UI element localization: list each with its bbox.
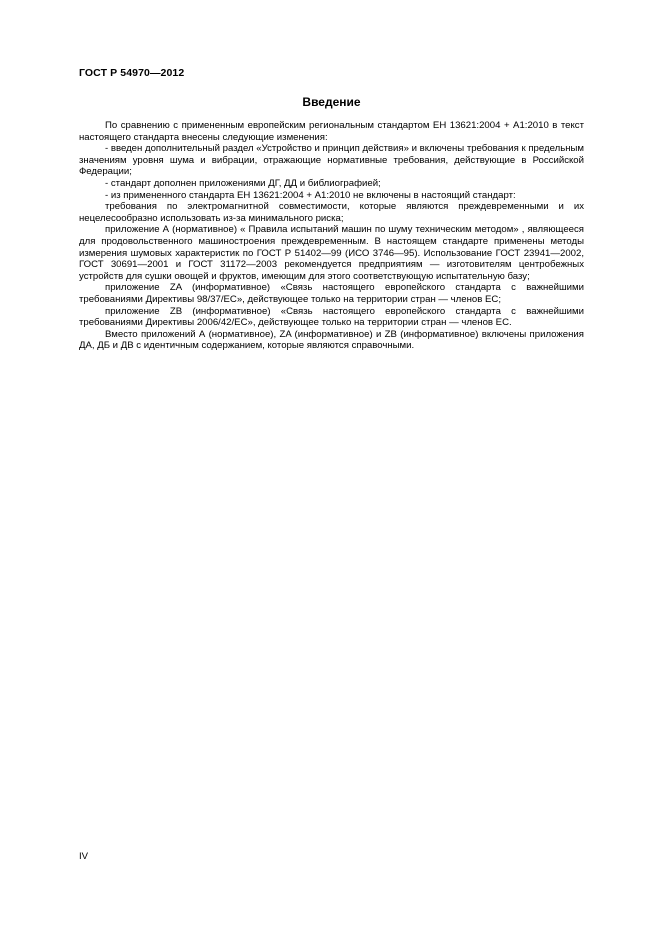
paragraph: приложение ZA (информативное) «Связь настоящего европейского стандарта с важнейшими требованиями Директивы 98/37/ЕС», действующее только на территории стран — членов ЕС;	[79, 282, 584, 305]
paragraph: - стандарт дополнен приложениями ДГ, ДД и библиографией;	[105, 177, 381, 189]
paragraph: Вместо приложений А (нормативное), ZA (информативное) и ZB (информативное) включены приложения ДА, ДБ и ДВ с идентичным содержанием, которые являются справочными.	[79, 328, 584, 352]
paragraph: требования по электромагнитной совместимости, которые являются преждевременными и их нецелесообразно использовать из-за минимального риска;	[79, 201, 584, 224]
paragraph: приложение А (нормативное) « Правила испытаний машин по шуму техническим методом» , являющееся для продовольственного машиностроения преждевременным. В настоящем стандарте применены методы измерения шумовых характеристик по ГОСТ Р 51402—99 (ИСО 3746—95). Использование ГОСТ 23941—2002, ГОСТ 30691—2001 и ГОСТ 31172—2003 рекомендуется предприятиям — изготовителям центробежных устройств для сушки овощей и фруктов, имеющим для этого соответствующую испытательную базу;	[79, 224, 584, 282]
paragraph: - из примененного стандарта ЕН 13621:2004 + А1:2010 не включены в настоящий стандарт:	[105, 189, 516, 201]
paragraph: По сравнению с примененным европейским региональным стандартом ЕН 13621:2004 + А1:2010 в текст настоящего стандарта внесены следующие изменения:	[79, 120, 584, 143]
document-header: ГОСТ Р 54970—2012	[79, 67, 185, 79]
paragraph: приложение ZB (информативное) «Связь настоящего европейского стандарта с важнейшими требованиями Директивы 2006/42/ЕС», действующее только на территории стран — членов ЕС.	[79, 305, 584, 329]
body-text	[79, 120, 584, 352]
page-number: IV	[79, 851, 89, 862]
paragraph: - введен дополнительный раздел «Устройство и принцип действия» и включены требования к предельным значениям уровня шума и вибрации, отражающие нормативные требования, действующие в Российской Федерации;	[79, 143, 584, 178]
section-title: Введение	[302, 95, 361, 109]
